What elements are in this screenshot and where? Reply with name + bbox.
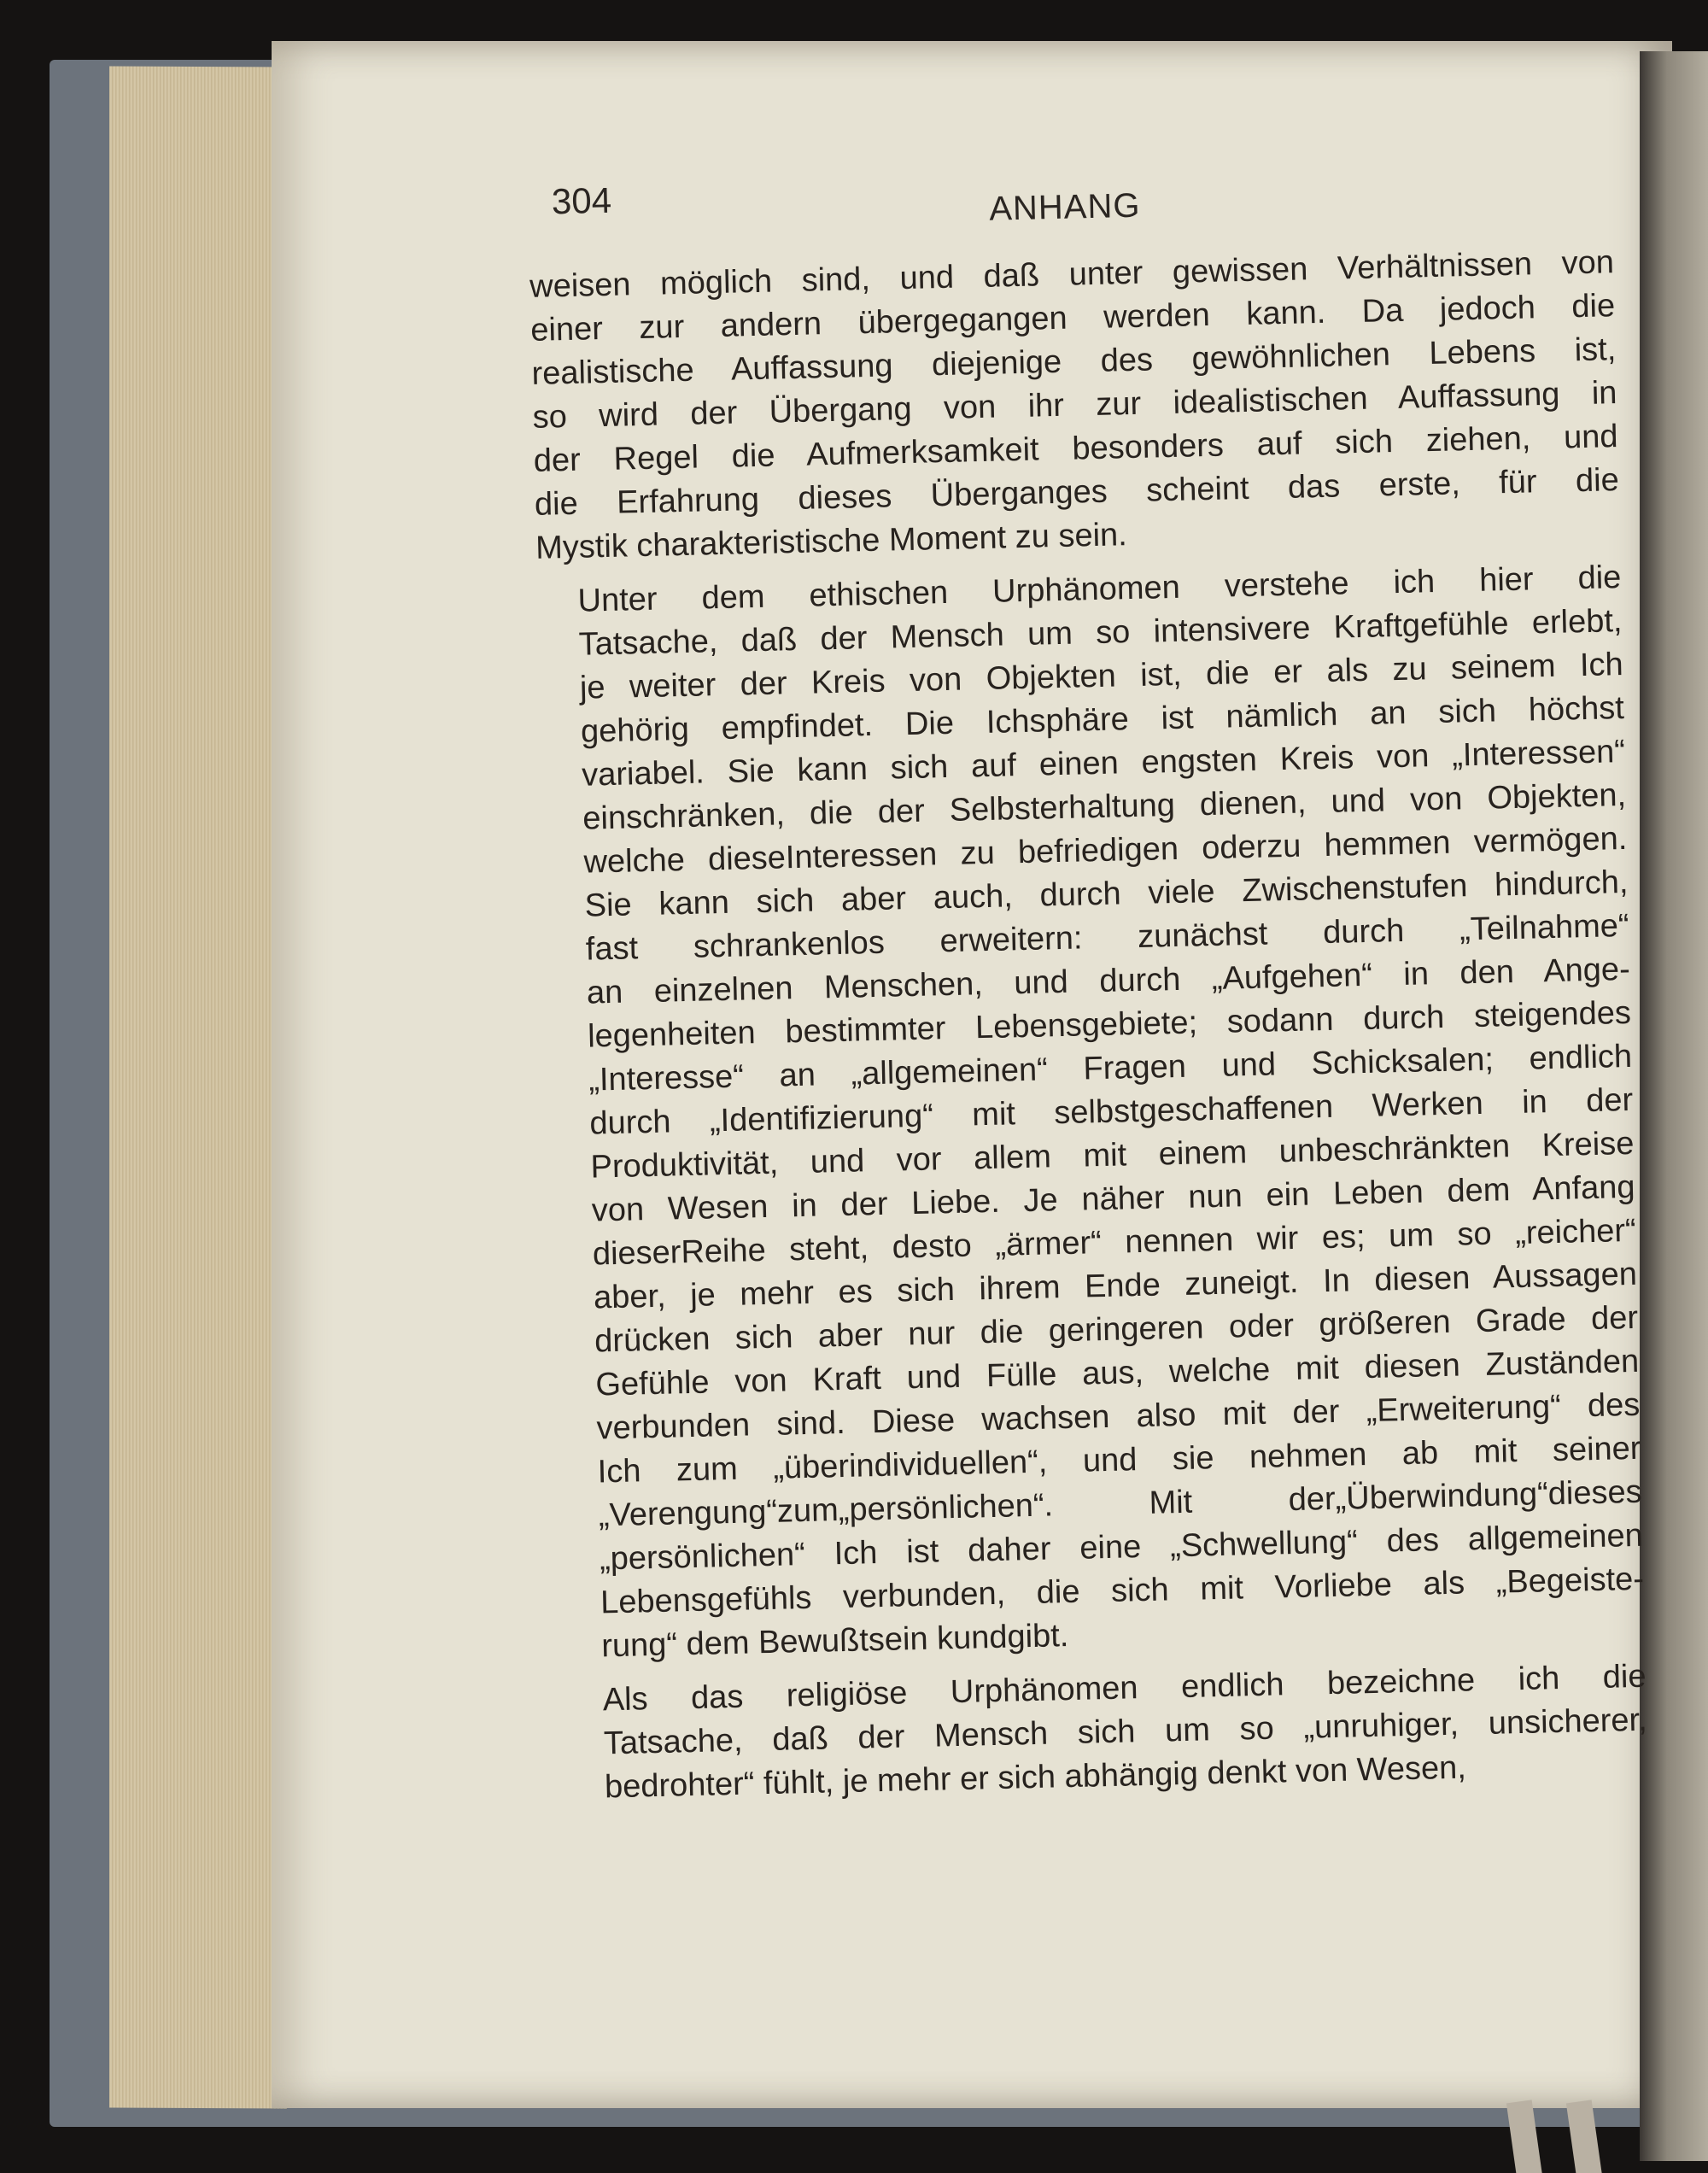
text-line: so wird der Übergang von ihr zur idealistischen Auffassung in [532,375,1617,436]
text-line: Ich zum „überindividuellen“, und sie nehmen ab mit seiner [597,1430,1641,1491]
text-line: die Erfahrung dieses Überganges scheint das erste, für die [534,462,1620,523]
text-line: Unter dem ethischen Urphänomen verstehe ich hier die [577,559,1622,619]
text-line: Tatsache, daß der Mensch um so intensivere Kraftgefühle erlebt, [578,603,1623,663]
text-line: Mystik charakteristische Moment zu sein. [535,517,1128,566]
text-line: von Wesen in der Liebe. Je näher nun ein Leben dem Anfang [591,1168,1635,1229]
text-line: verbunden sind. Diese wachsen also mit der „Erweiterung“ des [596,1386,1641,1447]
text-line: weisen möglich sind, und daß unter gewissen Verhältnissen von [529,244,1615,305]
page-number: 304 [551,179,612,222]
body-text [529,241,1649,1820]
text-line: je weiter der Kreis von Objekten ist, die er als zu seinem Ich [579,647,1624,706]
text-line: einschränken, die der Selbsterhaltung dienen, und von Objekten, [582,776,1627,837]
paragraph [561,1655,1648,1811]
text-line: legenheiten bestimmter Lebensgebiete; sodann durch steigendes [587,994,1632,1055]
text-line: variabel. Sie kann sich auf einen engsten Kreis von „Interessen“ [581,733,1626,794]
text-line: einer zur andern übergegangen werden kann. Da jedoch die [529,288,1616,348]
running-head: ANHANG [988,186,1141,228]
text-line: der Regel die Aufmerksamkeit besonders auf sich ziehen, und [533,419,1619,479]
text-line: bedrohter“ fühlt, je mehr er sich abhängig denkt von Wesen, [604,1749,1467,1806]
text-line: gehörig empfindet. Die Ichsphäre ist nämlich an sich höchst [580,689,1625,750]
paragraph [529,241,1621,571]
paragraph [536,556,1646,1669]
text-line: Lebensgefühls verbunden, die sich mit Vorliebe als „Begeiste- [600,1561,1645,1621]
text-line: „persönlichen“ Ich ist daher eine „Schwellung“ des allgemeinen [599,1517,1644,1578]
text-line: drücken sich aber nur die geringeren oder größeren Grade der [594,1299,1639,1360]
text-line: durch „Identifizierung“ mit selbstgeschaffenen Werken in der [589,1081,1634,1142]
text-line: dieserReihe steht, desto „ärmer“ nennen wir es; um so „reicher“ [592,1212,1637,1273]
text-line: Als das religiöse Urphänomen endlich bezeichne ich die [602,1658,1647,1719]
text-line: fast schrankenlos erweitern: zunächst durch „Teilnahme“ [585,907,1630,968]
text-line: Sie kann sich aber auch, durch viele Zwischenstufen hindurch, [584,864,1629,924]
text-line: aber, je mehr es sich ihrem Ende zuneigt. In diesen Aussagen [593,1256,1638,1316]
text-line: „Interesse“ an „allgemeinen“ Fragen und Schicksalen; endlich [588,1038,1633,1098]
text-line: Produktivität, und vor allem mit einem unbeschränkten Kreise [590,1125,1635,1186]
text-line: an einzelnen Menschen, und durch „Aufgehen“ in den Ange- [586,951,1631,1011]
text-line: welche dieseInteressen zu befriedigen oderzu hemmen vermögen. [583,820,1628,881]
text-line: rung“ dem Bewußtsein kundgibt. [600,1618,1069,1665]
text-line: Tatsache, daß der Mensch sich um so „unruhiger, unsicherer, [603,1702,1648,1762]
text-line: Gefühle von Kraft und Fülle aus, welche mit diesen Zuständen [594,1343,1640,1403]
text-line: realistische Auffassung diejenige des gewöhnlichen Lebens ist, [531,331,1617,392]
text-line: „Verengung“zum„persönlichen“. Mit der„Überwindung“dieses [598,1473,1643,1534]
